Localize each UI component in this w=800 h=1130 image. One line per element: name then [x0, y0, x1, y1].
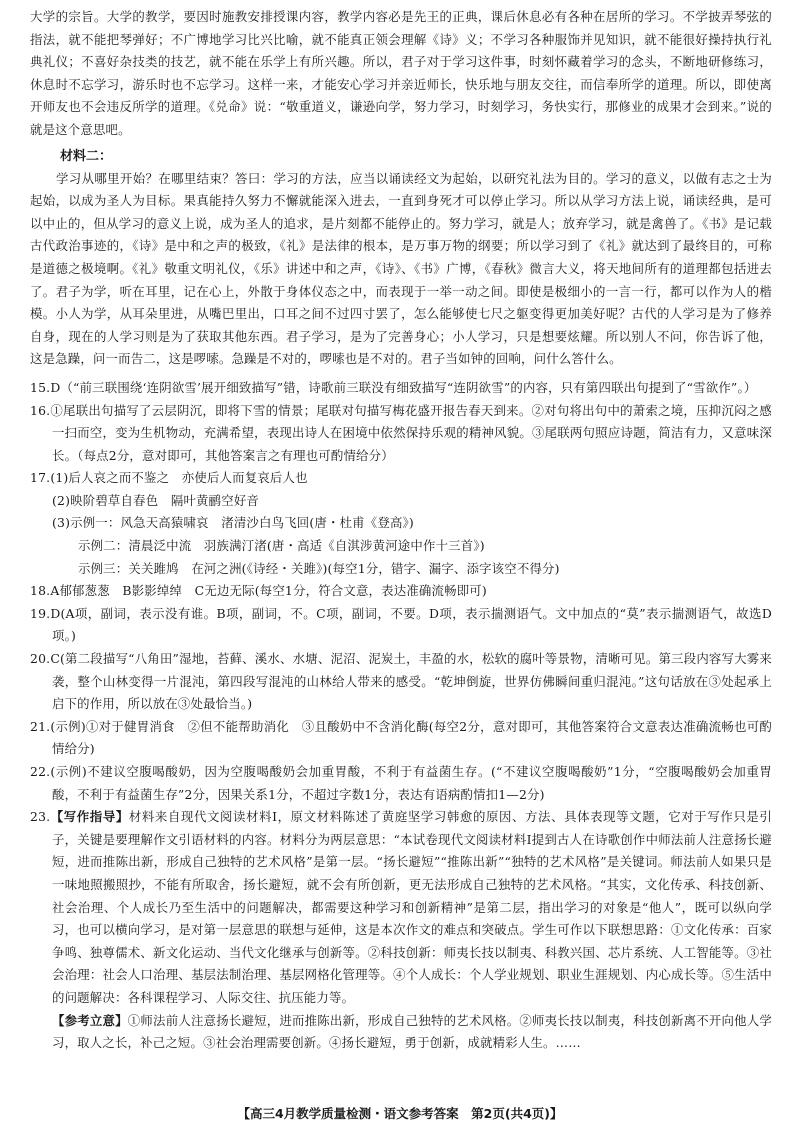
answer-number: 15. — [30, 379, 51, 395]
answer-text: C(第二段描写“八角田”湿地，苔藓、溪水、水塘、泥沼、泥炭土，丰盈的水，松软的腐叶等景物，清晰可见。第三段内容写大雾来袭，整个山林变得一片混沌，第四段写混沌的山林给人带来的感受。“乾坤倒旋，世界仿佛瞬间重归混沌。”这句话放在③处起承上启下的作用，所以放在③处最恰当。) — [50, 651, 772, 712]
answer-17-line-1: (1)后人哀之而不鉴之 亦使后人而复哀后人也 — [50, 470, 308, 486]
intro-paragraph — [30, 6, 772, 142]
answer-16 — [30, 400, 772, 468]
reference-theme-label: 【参考立意】 — [52, 1012, 128, 1028]
answer-text: (示例)不建议空腹喝酸奶，因为空腹喝酸奶会加重胃酸，不利于有益菌生存。(“不建议空腹喝酸奶”1分，“空腹喝酸奶会加重胃酸，不利于有益菌生存”2分，因果关系1分，不超过字数1分，表达有语病酌情扣1—2分) — [50, 764, 772, 802]
answer-18 — [30, 580, 772, 603]
answer-number: 22. — [30, 764, 51, 779]
material2-heading: 材料二： — [60, 148, 113, 164]
answer-17-line-5: 示例三：关关雎鸠 在河之洲(《诗经・关雎》)(每空1分，错字、漏字、添字该空不得分) — [78, 560, 560, 576]
answer-19 — [30, 603, 772, 648]
answer-number: 19. — [30, 605, 51, 621]
answer-number: 16. — [30, 402, 51, 418]
answer-15 — [30, 377, 772, 400]
reference-theme-text: ①师法前人注意扬长避短，进而推陈出新，形成自己独特的艺术风格。②师夷长技以制夷，科技创新离不开向他人学习，取人之长，补己之短。③社会治理需要创新。④扬长避短，勇于创新，成就精彩人生。…… — [52, 1012, 772, 1051]
intro-lead: 大学的宗旨。 — [30, 9, 107, 24]
answer-17-line-2: (2)映阶碧草自春色 隔叶黄鹂空好音 — [52, 492, 260, 508]
answer-number: 21. — [30, 718, 51, 734]
writing-guide-label: 【写作指导】 — [50, 809, 129, 825]
answer-23-guide — [30, 806, 772, 1009]
page-footer: 【高三4月教学质量检测・语文参考答案 第2页(共4页)】 — [237, 1106, 563, 1121]
writing-guide-text: 材料来自现代文阅读材料Ⅰ，原文材料陈述了黄庭坚学习韩愈的原因、方法、具体表现等文题，它对于写作只是引子，关键是要理解作文引语材料的内容。材料分为两层意思：“本试卷现代文阅读材料Ⅰ提到古人在诗歌创作中师法前人注意扬长避短，进而推陈出新，形成自己独特的艺术风格”是第一层。“扬长避短”“推陈出新”“独特的艺术风格”是关键词。师法前人如果只是一味地照搬照抄，不能有所取舍，扬长避短，就不会有所创新，更无法形成自己独特的艺术风格。“其实，文化传承、科技创新、社会治理、个人成长乃至生活中的问题解决，都需要这种学习和创新精神”是第二层，指出学习的对象是“他人”，既可以纵向学习，也可以横向学习，是对第一层意思的联想与延伸，这是本次作文的难点和突破点。学生可作以下联想思路：①文化传承：百家争鸣、独尊儒术、新文化运动、当代文化继承与创新等。②科技创新：师夷长技以制夷、科教兴国、芯片系统、人工智能等。③社会治理：社会人口治理、基层法制治理、基层网格化管理等。④个人成长：个人学业规划、职业生涯规划、内心成长等。⑤生活中的问题解决：各科课程学习、人际交往、抗压能力等。 — [52, 809, 772, 1005]
answer-text: ①尾联出句描写了云层阴沉，即将下雪的情景；尾联对句描写梅花盛开报告春天到来。②对句将出句中的萧索之境，压抑沉闷之感一扫而空，变为生机物动，充满希望，表现出诗人在困境中依然保持乐观的精神风貌。③尾联两句照应诗题，简洁有力，又意味深长。（每点2分，意对即可，其他答案言之有理也可酌情给分） — [50, 402, 772, 463]
answer-text: (示例)①对于健胃消食 ②但不能帮助消化 ③且酸奶中不含消化酶(每空2分，意对即可，其他答案符合文意表达准确流畅也可酌情给分) — [50, 718, 772, 757]
answer-text: D(A项，副词，表示没有谁。B项，副词，不。C项，副词，不要。D项，表示揣测语气。文中加点的“莫”表示揣测语气，故选D项。) — [50, 605, 772, 644]
answer-number: 20. — [30, 651, 51, 667]
answer-text: D（“前三联围绕‘连阴欲雪’展开细致描写”错，诗歌前三联没有细致描写“连阴欲雪”的内容，只有第四联出句提到了“雪欲作”。） — [50, 379, 757, 395]
answer-20 — [30, 648, 772, 716]
answer-22 — [30, 761, 772, 806]
intro-text: 大学的教学，要因时施教安排授课内容，教学内容必是先王的正典，课后休息必有各种在居所的学习。不学披弄琴弦的指法，就不能把琴弹好；不广博地学习比兴比喻，就不能真正领会理解《诗》义；不学习各种服饰并见知识，就不能很好操持执行礼典礼仪；不喜好杂技类的技艺，就不能在乐学上有所兴趣。所以，君子对于学习这件事，时刻怀藏着学习的念头，不断地研修练习，休息时不忘学习，游乐时也不忘学习。这样一来，才能安心学习并亲近师长，快乐地与朋友交往，而信奉所学的道理。所以，即使离开师友也不会违反所学的道理。《兑命》说：“敬重道义，谦逊向学，努力学习，时刻学习，务快实行，那修业的成果才会到来。”说的就是这个意思吧。 — [30, 9, 772, 137]
answer-number: 23. — [30, 809, 51, 825]
answer-23-reference — [30, 1010, 772, 1055]
answer-number: 17. — [30, 470, 51, 486]
answer-text: A郁郁葱葱 B影影绰绰 C无边无际(每空1分，符合文意，表达准确流畅即可) — [50, 583, 487, 599]
answer-17 — [30, 467, 772, 490]
answer-17-line-4: 示例二：清晨泛中流 羽族满汀渚(唐・高适《自淇涉黄河途中作十三首》) — [78, 538, 485, 554]
material2-paragraph: 学习从哪里开始？在哪里结束？答曰：学习的方法，应当以诵读经文为起始，以研究礼法为目的。学习的意义，以做有志之士为起始，以成为圣人为目标。果真能持久努力不懈就能深入进去，一直到身死才可以停止学习。所以从学习方法上说，诵读经典，是可以中止的，但从学习的意义上说，成为圣人的追求，是片刻都不能停止的。努力学习，就是人；放弃学习，就是禽兽了。《书》是记载古代政治事迹的，《诗》是中和之声的极致，《礼》是法律的根本，是万事万物的纲要；所以学习到了《礼》就达到了最终目的，可称是道德之极境啊。《礼》敬重文明礼仪，《乐》讲述中和之声，《诗》、《书》广博，《春秋》微言大义，将天地间所有的道理都包括进去了。君子为学，听在耳里，记在心上，外散于身体仪态之中，而表现于一举一动之间。即使是极细小的一言一行，都可以作为人的楷模。小人为学，从耳朵里进，从嘴巴里出，口耳之间不过四寸罢了，怎么能够使七尺之躯变得更加美好呢？古代的人学习是为了修养自身，现在的人学习则是为了获取其他东西。君子学习，是为了完善身心；小人学习，只是想要炫耀。所以别人不问，你告诉了他，这是急躁，问一而告二，这是啰嗦。急躁是不对的，啰嗦也是不对的。君子当如钟的回响，问什么答什么。 — [30, 170, 772, 367]
answer-number: 18. — [30, 583, 51, 599]
answer-17-line-3: (3)示例一：风急天高猿啸哀 渚清沙白鸟飞回(唐・杜甫《登高》) — [52, 515, 414, 531]
answer-21 — [30, 716, 772, 761]
